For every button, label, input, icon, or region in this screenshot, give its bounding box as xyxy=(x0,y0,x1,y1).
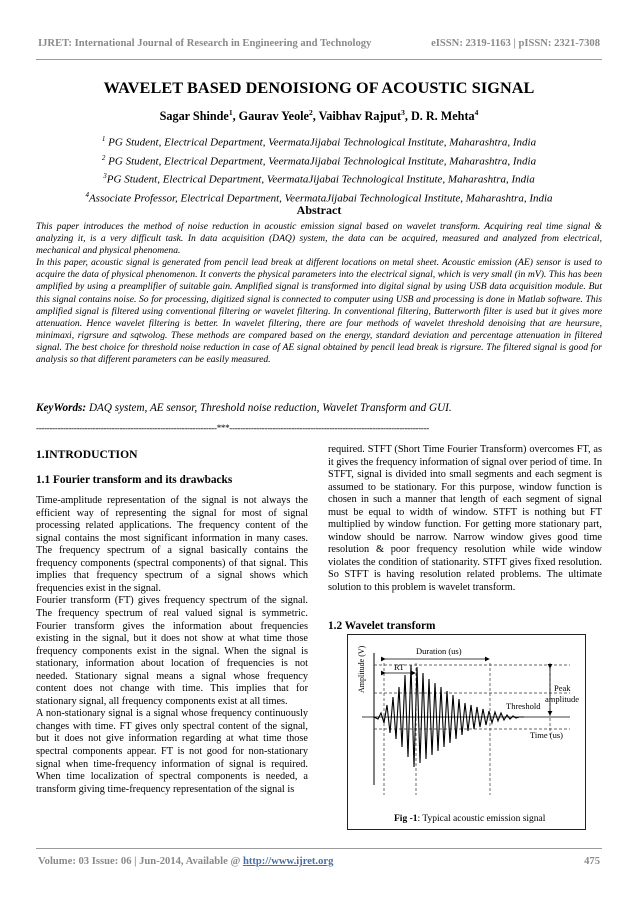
caption-text: : Typical acoustic emission signal xyxy=(417,814,546,824)
left-column xyxy=(36,449,308,796)
affiliation-line xyxy=(30,151,608,170)
affiliation-sup: 1 xyxy=(101,135,106,143)
rt-label: RT xyxy=(394,662,405,672)
page-number: 475 xyxy=(584,856,600,867)
abstract-body xyxy=(36,221,602,366)
abstract-paragraph: This paper introduces the method of noise reduction in acoustic emission signal based on wavelet transform. Acquiring real time signal & analyzing it, is a very difficult task. In data acquisition (DAQ) system, the data can be acquired, measured and analyzed from electrical, mechanical and physical phenomena. xyxy=(36,221,602,257)
amplitude-word-label: amplitude xyxy=(545,694,579,704)
keywords xyxy=(36,402,602,414)
journal-link[interactable]: http://www.ijret.org xyxy=(242,856,334,867)
keywords-text: DAQ system, AE sensor, Threshold noise reduction, Wavelet Transform and GUI. xyxy=(86,402,452,414)
body-paragraph: A non-stationary signal is a signal whose frequency continuously changes with time. FT gives only spectral content of the signal, but it does not give information regarding at what time those spectral components appear. FT is not good for non-stationary signal when time-frequency information of signal is required. When time localization of spectral components is needed, a transform giving time-frequency representation of the signal is xyxy=(36,708,308,795)
author-line xyxy=(30,108,608,124)
author-name: Vaibhav Rajput xyxy=(318,109,402,124)
footer-volume-text: Volume: 03 Issue: 06 | Jun-2014, Available @ xyxy=(38,856,243,867)
body-paragraph: Time-amplitude representation of the signal is not always the efficient way of representing the signal for most of signal processing related applications. The frequency content of the signal contains the most significant information in many cases. The frequency spectrum of a signal basically contains the frequency components (spectral components) of that signal. This implies that frequency spectrum of a signal shows which frequencies exist in the signal. xyxy=(36,495,308,594)
abstract-paragraph: In this paper, acoustic signal is generated from pencil lead break at different locations on metal sheet. Acoustic emission (AE) sensor is used to acquire the data of physical phenomenon. It converts the physical parameters into the electrical signal, which is very small (in mV). This has been amplified by using a preamplifier of suitable gain. Amplified signal is transformed into digital signal by using USB data acquisition module. But this signal contains noise. So for processing, digitized signal is connected to computer using USB and processing is done in Matlab software. This amplified signal is filtered using conventional filtering or wavelet filtering. In conventional filtering, Butterworth filter is used but it gives more attenuation. Hence wavelet filtering is better. In wavelet filtering, there are four methods of wavelet threshold denoising that are heursure, minimaxi, rigrsure and sqtwolog. These methods are compared based on the energy, standard deviation and percentage attenuation in filtered signal. The best choice for threshold noise reduction in case of AE signal obtained by pencil lead break is rigrsure. The filtered signal is good for analysis so that different parameters can be easily measured. xyxy=(36,257,602,366)
running-footer xyxy=(38,856,600,867)
author-sep: , xyxy=(312,109,319,124)
keywords-label: KeyWords: xyxy=(36,402,87,414)
author-sup: 3 xyxy=(401,108,405,117)
section-heading: 1.2 Wavelet transform xyxy=(328,620,436,632)
affiliations xyxy=(30,132,608,207)
affiliation-sup: 2 xyxy=(101,153,106,162)
footer-rule xyxy=(36,848,602,849)
issn: eISSN: 2319-1163 | pISSN: 2321-7308 xyxy=(431,38,600,49)
author-sup: 1 xyxy=(228,108,233,117)
threshold-label: Threshold xyxy=(506,701,541,711)
footer-volume xyxy=(38,856,333,867)
section-separator: -------------------------------------------------------------------***-------------------------------------------------------------------------- xyxy=(36,423,429,433)
figure-box xyxy=(347,634,586,830)
time-label: Time (us) xyxy=(530,730,563,740)
body-paragraph: required. STFT (Short Time Fourier Transform) overcomes FT, as it gives the frequency information of signal over period of time. In STFT, signal is divided into small segments and each segment is assumed to be stationary. For this purpose, window function is chosen in such a manner that length of each segment of signal must be equal to width of window. STFT is nothing but FT multiplied by window function. For getting more stationary part, window should be narrow. Narrow window gives good time resolution & poor frequency resolution while wide window violates the condition of stationarity. STFT gives fixed resolution. So STFT is having resolution related problems. The ultimate solution to this problem is wavelet transform. xyxy=(328,444,602,594)
duration-label: Duration (us) xyxy=(416,646,462,656)
intro-heading: 1.INTRODUCTION xyxy=(36,448,138,461)
author-sup: 2 xyxy=(308,108,313,117)
affiliation-text: PG Student, Electrical Department, VeermataJijabai Technological Institute, Maharashtra, India xyxy=(106,173,535,186)
section-heading: 1.1 Fourier transform and its drawbacks xyxy=(36,473,233,486)
affiliation-sup: 4 xyxy=(85,190,89,199)
author-name: Sagar Shinde xyxy=(159,109,229,124)
author-sep: , xyxy=(404,109,411,124)
right-column xyxy=(328,444,602,595)
body-paragraph: Fourier transform (FT) gives frequency spectrum of the signal. The frequency spectrum of real valued signal is symmetric. Fourier transform gives the information about frequencies existing in the signal, but it does not show at what time those frequency components exist in the signal. When the signal is stationary, information about location of frequencies is not needed. Stationary signal means a signal whose frequency content does not change with time. This implies that for stationary signal, all frequency components exist at all times. xyxy=(36,595,308,707)
affiliation-sup: 3 xyxy=(103,172,107,181)
author-sup: 4 xyxy=(474,108,479,117)
author-sep: , xyxy=(232,109,239,124)
caption-label: Fig -1 xyxy=(394,814,418,824)
affiliation-text: PG Student, Electrical Department, VeermataJijabai Technological Institute, Maharashtra, India xyxy=(105,136,537,149)
affiliation-text: Associate Professor, Electrical Department, VeermataJijabai Technological Institute, Maharashtra, India xyxy=(88,192,553,205)
author-name: Gaurav Yeole xyxy=(238,109,309,124)
figure-caption xyxy=(394,814,546,824)
abstract-heading: Abstract xyxy=(296,203,342,217)
ae-signal-diagram xyxy=(348,635,585,829)
affiliation-line xyxy=(30,132,608,151)
header-rule xyxy=(36,59,602,60)
wavelet-heading-wrap xyxy=(328,620,602,633)
paper-title: WAVELET BASED DENOISIONG OF ACOUSTIC SIGNAL xyxy=(103,79,535,97)
ae-waveform xyxy=(374,665,524,767)
running-header xyxy=(38,38,600,49)
peak-label: Peak xyxy=(554,683,571,693)
amplitude-label: Amplitude (V) xyxy=(357,645,366,693)
affiliation-text: PG Student, Electrical Department, VeermataJijabai Technological Institute, Maharashtra, India xyxy=(105,155,537,168)
journal-name: IJRET: International Journal of Research in Engineering and Technology xyxy=(38,38,372,49)
affiliation-line xyxy=(30,169,608,188)
author-name: D. R. Mehta xyxy=(410,109,475,124)
